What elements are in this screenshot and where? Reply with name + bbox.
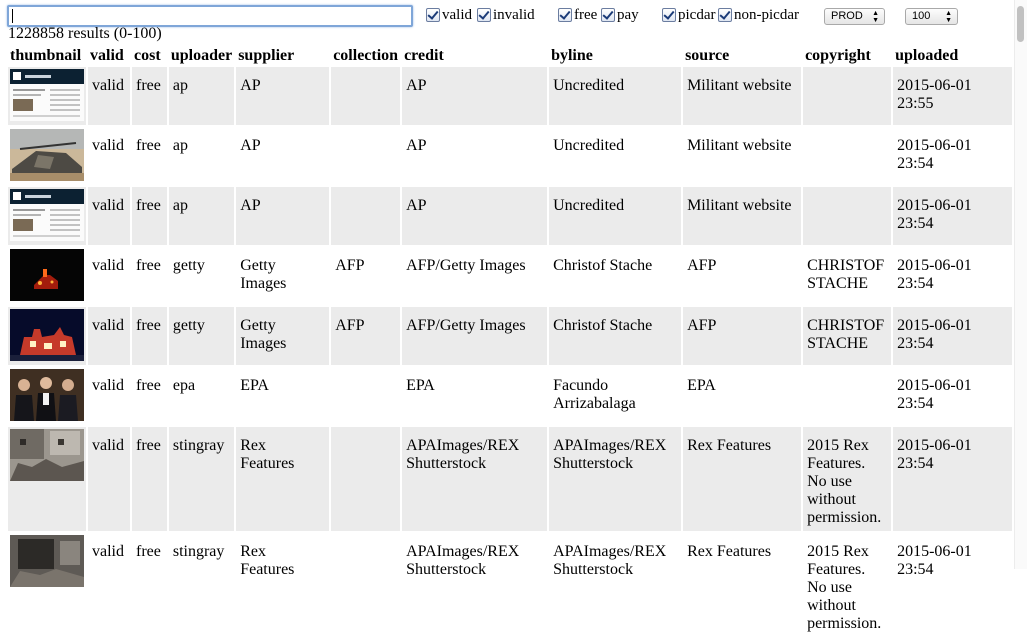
checkbox-checked-icon [477,8,491,22]
cell-supplier: AP [236,187,329,245]
thumbnail-image[interactable] [10,249,84,301]
cell-collection [331,367,400,425]
page-size-select[interactable] [905,8,958,25]
cell-uploaded: 2015-06-01 23:54 [893,307,1012,365]
filter-picdar-checkbox[interactable] [662,7,715,24]
cell-valid: valid [92,377,124,394]
cell-copyright [803,187,891,245]
table-row[interactable] [8,187,1012,245]
cell-thumbnail[interactable] [8,367,86,425]
table-row[interactable] [8,247,1012,305]
cell-uploaded: 2015-06-01 23:54 [897,257,972,292]
cell-supplier: Getty Images [240,257,287,292]
cell-supplier: AP [240,137,261,154]
checkbox-checked-icon [558,8,572,22]
cell-cost: free [136,377,161,394]
cell-uploaded: 2015-06-01 23:54 [897,137,972,172]
cell-credit: APAImages/REX Shutterstock [402,427,547,531]
cell-byline: Uncredited [553,137,625,154]
cell-collection [331,187,400,245]
cell-byline: Facundo Arrizabalaga [553,377,636,412]
cell-source: EPA [687,377,716,394]
cell-collection [331,127,400,185]
cell-collection: AFP [331,307,400,365]
thumbnail-image[interactable] [10,129,84,181]
filter-label: picdar [678,7,716,23]
cell-byline: Christof Stache [553,257,653,274]
cell-valid: valid [88,427,130,531]
cell-credit: AP [402,187,547,245]
column-header-uploader: uploader [170,46,233,64]
cell-cost: free [132,187,167,245]
cell-thumbnail[interactable] [8,533,86,637]
cell-uploader: getty [172,257,205,274]
column-header-thumbnail: thumbnail [10,46,82,64]
filter-non-picdar-checkbox[interactable] [718,7,799,24]
cell-thumbnail[interactable] [8,187,86,245]
cell-cost: free [132,307,167,365]
column-header-byline: byline [551,46,593,64]
cell-collection [331,533,400,637]
cell-valid: valid [88,187,130,245]
checkbox-checked-icon [718,8,732,22]
cell-uploader: stingray [169,427,234,531]
filter-pay-checkbox[interactable] [601,7,639,24]
cell-source: Militant website [683,187,801,245]
cell-uploader: stingray [172,543,225,560]
cell-valid: valid [92,137,124,154]
filter-invalid-checkbox[interactable] [477,7,535,24]
column-header-source: source [685,46,730,64]
cell-supplier: EPA [240,377,269,394]
cell-valid: valid [88,307,130,365]
filter-label: valid [442,7,472,23]
cell-uploaded: 2015-06-01 23:54 [893,187,1012,245]
cell-credit: APAImages/REX Shutterstock [406,543,520,578]
cell-copyright: 2015 Rex Features. No use without permission. [807,543,882,632]
cell-thumbnail[interactable] [8,307,86,365]
thumbnail-image[interactable] [10,369,84,421]
cell-valid: valid [92,257,124,274]
text-caret [12,9,13,23]
column-header-uploaded: uploaded [895,46,959,64]
cell-collection [331,67,400,125]
cell-cost: free [132,427,167,531]
cell-supplier: Rex Features [240,543,295,578]
cell-thumbnail[interactable] [8,67,86,125]
cell-thumbnail[interactable] [8,247,86,305]
cell-source: Militant website [687,137,792,154]
filter-label: pay [617,7,639,23]
environment-select[interactable] [824,8,885,25]
thumbnail-image[interactable] [10,309,84,361]
table-row[interactable] [8,307,1012,365]
cell-uploaded: 2015-06-01 23:55 [893,67,1012,125]
updown-arrows-icon: ▲ ▼ [872,10,879,24]
cell-credit: AP [402,67,547,125]
thumbnail-image[interactable] [10,69,84,121]
cell-uploader: getty [169,307,234,365]
thumbnail-image[interactable] [10,535,84,587]
filter-label: invalid [493,7,535,23]
cell-cost: free [136,257,161,274]
cell-source: Rex Features [683,427,801,531]
updown-arrows-icon: ▲ ▼ [945,10,952,24]
cell-byline: Christof Stache [549,307,681,365]
cell-credit: AP [406,137,427,154]
cell-valid: valid [88,67,130,125]
scrollbar-thumb[interactable] [1017,6,1024,42]
filter-valid-checkbox[interactable] [426,7,472,24]
cell-cost: free [136,137,161,154]
cell-credit: EPA [406,377,435,394]
cell-credit: AFP/Getty Images [406,257,526,274]
cell-byline: Uncredited [549,67,681,125]
cell-uploader: ap [172,137,188,154]
cell-source: AFP [683,307,801,365]
cell-uploader: epa [172,377,196,394]
cell-uploaded: 2015-06-01 23:54 [897,377,972,412]
cell-collection: AFP [335,257,365,274]
cell-supplier: AP [236,67,329,125]
cell-uploader: ap [169,67,234,125]
filter-free-checkbox[interactable] [558,7,597,24]
filter-label: non-picdar [734,7,799,23]
checkbox-checked-icon [601,8,615,22]
table-row[interactable] [8,127,1012,185]
table-row[interactable] [8,367,1012,425]
cell-credit: AFP/Getty Images [402,307,547,365]
thumbnail-image[interactable] [10,189,84,241]
cell-source: Rex Features [687,543,772,560]
cell-byline: APAImages/REX Shutterstock [553,543,667,578]
cell-cost: free [132,67,167,125]
column-header-copyright: copyright [805,46,871,64]
cell-source: Militant website [683,67,801,125]
cell-supplier: Rex Features [236,427,329,531]
checkbox-checked-icon [426,8,440,22]
cell-supplier: Getty Images [236,307,329,365]
cell-copyright [803,67,891,125]
search-input[interactable] [7,5,413,27]
environment-select-value: PROD [831,10,863,22]
cell-byline: Uncredited [549,187,681,245]
cell-thumbnail[interactable] [8,127,86,185]
cell-copyright: 2015 Rex Features. No use without permission. [803,427,891,531]
column-header-collection: collection [333,46,399,64]
filter-label: free [574,7,598,23]
cell-copyright [803,127,891,185]
checkbox-checked-icon [662,8,676,22]
cell-collection [331,427,400,531]
table-row[interactable] [8,533,1012,637]
table-header-row [8,46,1012,65]
column-header-valid: valid [90,46,124,64]
cell-byline: APAImages/REX Shutterstock [549,427,681,531]
results-summary: 1228858 results (0-100) [8,25,162,42]
vertical-scrollbar[interactable] [1014,0,1027,569]
column-header-cost: cost [134,46,161,64]
column-header-supplier: supplier [238,46,295,64]
cell-copyright: CHRISTOF STACHE [803,307,891,365]
cell-valid: valid [92,543,124,560]
cell-copyright: CHRISTOF STACHE [807,257,885,292]
thumbnail-image[interactable] [10,429,84,481]
cell-source: AFP [687,257,717,274]
cell-uploader: ap [169,187,234,245]
cell-copyright [803,367,891,425]
column-header-credit: credit [404,46,444,64]
cell-cost: free [136,543,161,560]
table-row[interactable] [8,427,1012,531]
results-table [6,44,1014,639]
cell-uploaded: 2015-06-01 23:54 [893,427,1012,531]
cell-thumbnail[interactable] [8,427,86,531]
cell-uploaded: 2015-06-01 23:54 [897,543,972,578]
page-size-select-value: 100 [912,10,931,22]
table-row[interactable] [8,67,1012,125]
